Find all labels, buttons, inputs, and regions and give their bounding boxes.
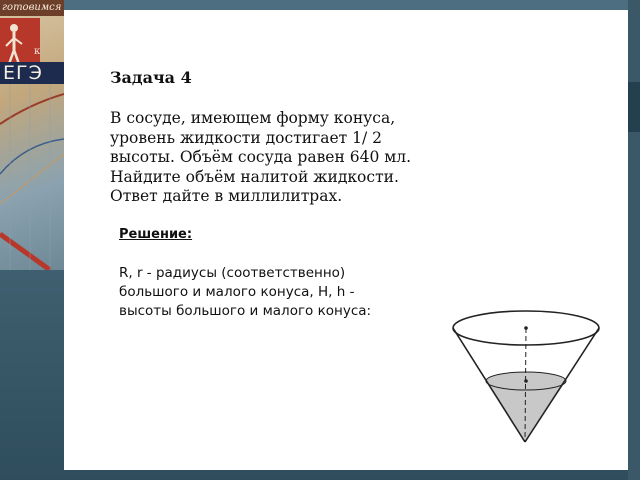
solution-line: высоты большого и малого конуса: [119,303,372,319]
solution-title: Решение: [119,227,193,242]
ege-logo-badge [0,0,64,270]
right-decoration-dark-band [628,82,640,132]
solution-line: R, r - радиусы (соответственно) [119,265,346,281]
task-line: уровень жидкости достигает 1/ 2 [110,128,383,147]
badge-word: готовимся [2,2,62,13]
badge-letter: к [34,46,41,57]
math-background-icon [0,84,64,270]
cone-with-liquid-icon [445,305,605,450]
left-decoration [0,0,64,480]
task-title: Задача 4 [110,68,192,87]
solution-line: большого и малого конуса, H, h - [119,284,355,300]
task-line: высоты. Объём сосуда равен 640 мл. [110,148,412,166]
task-line: Ответ дайте в миллилитрах. [110,187,343,205]
task-line: В сосуде, имеющем форму конуса, [110,109,396,127]
liquid-center-point [524,379,528,383]
solution-text [119,264,439,321]
task-line: Найдите объём налитой жидкости. [110,167,399,186]
top-center-point [524,326,528,330]
badge-ege-label: ЕГЭ [0,62,64,84]
task-statement [110,109,430,207]
right-decoration [628,0,640,480]
